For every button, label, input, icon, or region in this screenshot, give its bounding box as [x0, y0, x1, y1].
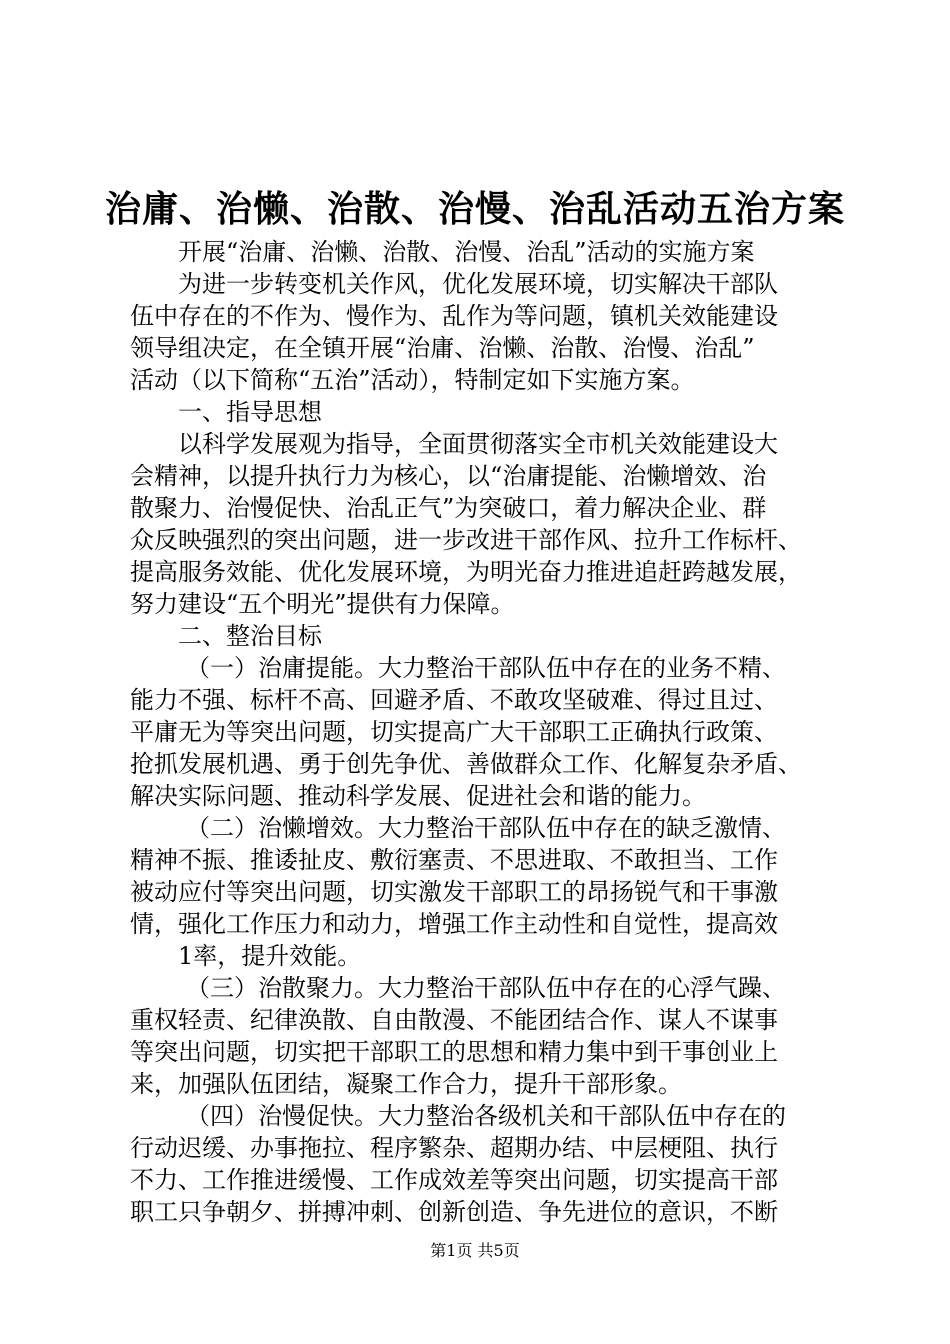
paragraph-line: 平庸无为等突出问题，切实提高广大干部职工正确执行政策、 [130, 718, 778, 746]
paragraph-line: 散聚力、治慢促快、治乱正气”为突破口，着力解决企业、群 [130, 494, 767, 522]
paragraph-line: 被动应付等突出问题，切实激发干部职工的昂扬锐气和干事激 [130, 878, 778, 906]
paragraph-line: 提高服务效能、优化发展环境，为明光奋力推进追赶跨越发展， [130, 558, 802, 586]
paragraph-line: （二）治懒增效。大力整治干部队伍中存在的缺乏激情、 [186, 814, 786, 842]
paragraph-line: 众反映强烈的突出问题，进一步改进干部作风、拉升工作标杆、 [130, 526, 802, 554]
subtitle-line: 开展“治庸、治懒、治散、治慢、治乱”活动的实施方案 [178, 238, 755, 266]
section-heading: 二、整治目标 [178, 622, 322, 650]
paragraph-line: 行动迟缓、办事拖拉、程序繁杂、超期办结、中层梗阻、执行 [130, 1134, 778, 1162]
paragraph-line: 情，强化工作压力和动力，增强工作主动性和自觉性，提高效 [130, 910, 778, 938]
paragraph-line: （一）治庸提能。大力整治干部队伍中存在的业务不精、 [186, 654, 786, 682]
paragraph-line: 会精神，以提升执行力为核心，以“治庸提能、治懒增效、治 [130, 462, 767, 490]
paragraph-line: 来，加强队伍团结，凝聚工作合力，提升干部形象。 [130, 1070, 682, 1098]
paragraph-line: 为进一步转变机关作风，优化发展环境，切实解决干部队 [178, 270, 778, 298]
section-heading: 一、指导思想 [178, 398, 322, 426]
paragraph-line: 抢抓发展机遇、勇于创先争优、善做群众工作、化解复杂矛盾、 [130, 750, 802, 778]
paragraph-line: 职工只争朝夕、拼搏冲刺、创新创造、争先进位的意识，不断 [130, 1198, 778, 1226]
paragraph-line: 以科学发展观为指导，全面贯彻落实全市机关效能建设大 [178, 430, 778, 458]
paragraph-line: 1率，提升效能。 [178, 942, 362, 970]
paragraph-line: 能力不强、标杆不高、回避矛盾、不敢攻坚破难、得过且过、 [130, 686, 778, 714]
paragraph-line: 重权轻责、纪律涣散、自由散漫、不能团结合作、谋人不谋事 [130, 1006, 778, 1034]
paragraph-line: 努力建设“五个明光”提供有力保障。 [130, 590, 515, 618]
paragraph-line: 活动（以下简称“五治”活动），特制定如下实施方案。 [130, 366, 695, 394]
page-footer: 第1页 共5页 [430, 1241, 520, 1260]
paragraph-line: （三）治散聚力。大力整治干部队伍中存在的心浮气躁、 [186, 974, 786, 1002]
paragraph-line: （四）治慢促快。大力整治各级机关和干部队伍中存在的 [186, 1102, 786, 1130]
paragraph-line: 等突出问题，切实把干部职工的思想和精力集中到干事创业上 [130, 1038, 778, 1066]
paragraph-line: 领导组决定，在全镇开展“治庸、治懒、治散、治慢、治乱” [130, 334, 755, 362]
document-title: 治庸、治懒、治散、治慢、治乱活动五治方案 [104, 188, 845, 230]
paragraph-line: 伍中存在的不作为、慢作为、乱作为等问题，镇机关效能建设 [130, 302, 778, 330]
paragraph-line: 不力、工作推进缓慢、工作成效差等突出问题，切实提高干部 [130, 1166, 778, 1194]
paragraph-line: 解决实际问题、推动科学发展、促进社会和谐的能力。 [130, 782, 706, 810]
paragraph-line: 精神不振、推诿扯皮、敷衍塞责、不思进取、不敢担当、工作 [130, 846, 778, 874]
